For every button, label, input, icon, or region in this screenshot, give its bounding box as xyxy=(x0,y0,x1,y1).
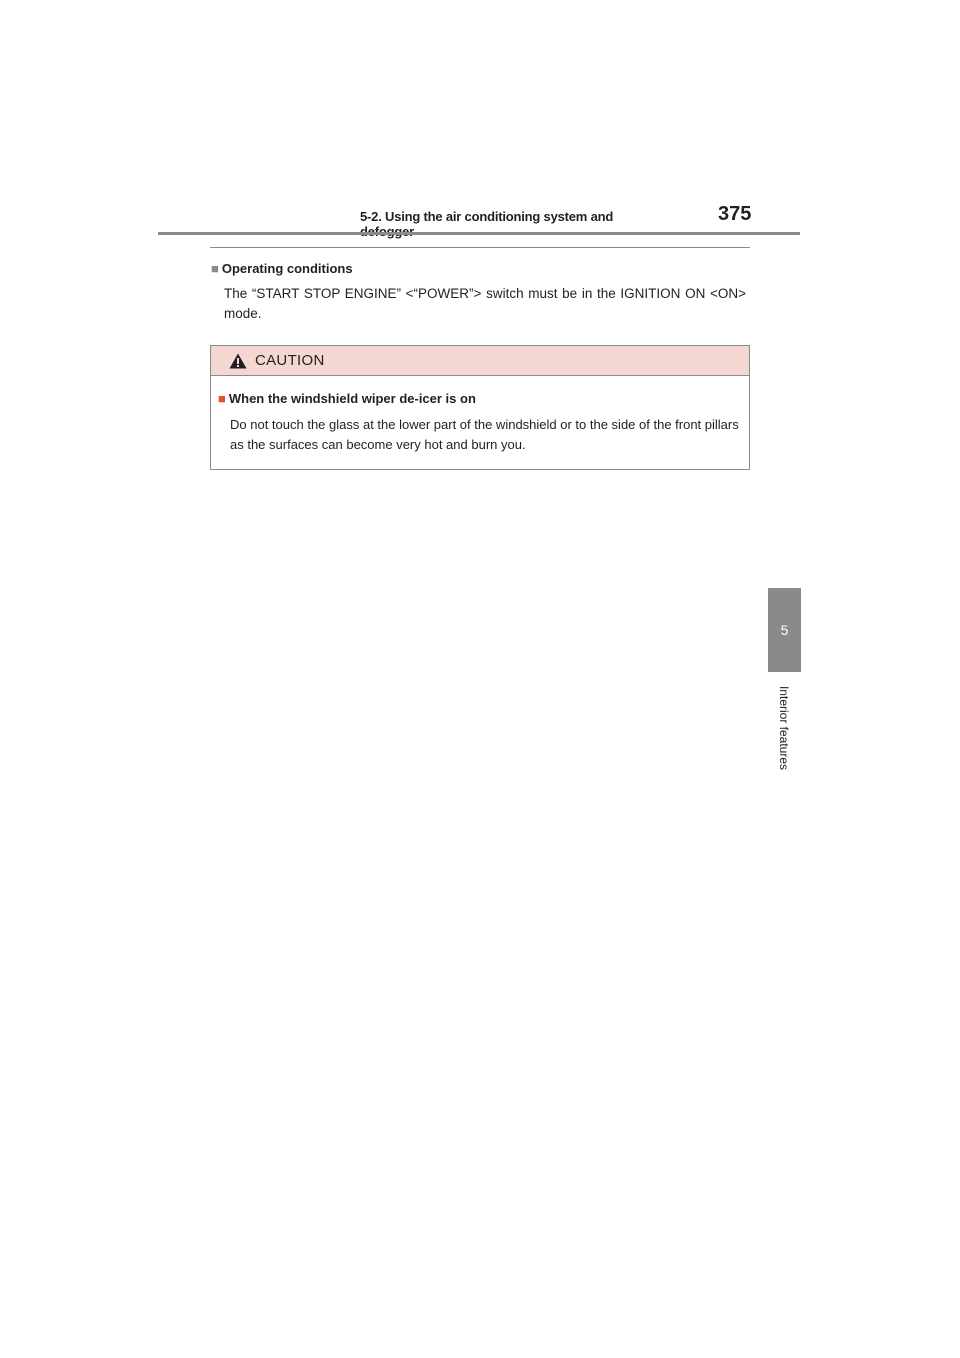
subheading-text: Operating conditions xyxy=(221,261,353,276)
section-title: 5-2. Using the air conditioning system and xyxy=(360,209,614,224)
body-paragraph: The “START STOP ENGINE” <“POWER”> switch must be in the IGNITION ON <ON> mode. xyxy=(224,286,746,321)
caution-subheading-text: When the windshield wiper de-icer is on xyxy=(228,391,476,406)
header-divider xyxy=(158,232,800,235)
section-divider xyxy=(210,247,750,248)
square-bullet-icon: ■ xyxy=(211,261,219,276)
chapter-tab xyxy=(768,588,801,672)
warning-triangle-icon xyxy=(229,353,247,369)
caution-title: CAUTION xyxy=(255,352,325,369)
chapter-label: Interior features xyxy=(777,685,791,771)
caution-box xyxy=(210,345,750,470)
caution-header xyxy=(211,346,749,376)
caution-paragraph: Do not touch the glass at the lower part of the windshield or to the side of the front pillars as the surfaces can become very hot and burn you. xyxy=(230,417,739,452)
caution-subheading xyxy=(218,391,476,406)
page-number: 375 xyxy=(718,203,752,225)
subheading xyxy=(211,261,353,276)
chapter-number: 5 xyxy=(780,622,789,638)
square-bullet-icon: ■ xyxy=(218,391,226,406)
